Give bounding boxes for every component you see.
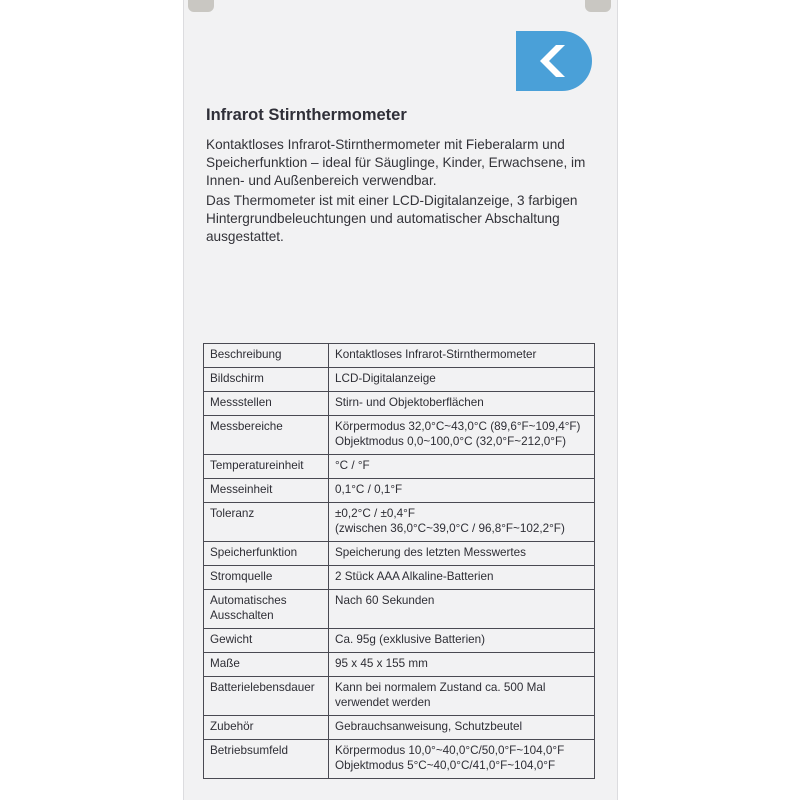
spec-row xyxy=(204,368,595,392)
spec-value xyxy=(329,653,595,677)
spec-label: Temperatureinheit xyxy=(204,455,329,479)
spec-row xyxy=(204,740,595,779)
spec-label: Batterielebensdauer xyxy=(204,677,329,716)
spec-table xyxy=(203,343,595,779)
spec-value-line: Objektmodus 0,0~100,0°C (32,0°F~212,0°F) xyxy=(335,435,567,448)
spec-row xyxy=(204,416,595,455)
spec-value-line: Objektmodus 5°C~40,0°C/41,0°F~104,0°F xyxy=(335,759,556,772)
spec-value-line: verwendet werden xyxy=(335,696,431,709)
spec-label: Zubehör xyxy=(204,716,329,740)
box-flap-right xyxy=(585,0,611,12)
spec-row xyxy=(204,479,595,503)
spec-row xyxy=(204,716,595,740)
spec-label: Betriebsumfeld xyxy=(204,740,329,779)
spec-value xyxy=(329,344,595,368)
spec-value xyxy=(329,740,595,779)
spec-value xyxy=(329,629,595,653)
box-flap-left xyxy=(188,0,214,12)
spec-value xyxy=(329,566,595,590)
spec-row xyxy=(204,677,595,716)
spec-value-line: LCD-Digitalanzeige xyxy=(335,372,436,385)
spec-row xyxy=(204,344,595,368)
spec-value-line: Körpermodus 32,0°C~43,0°C (89,6°F~109,4°F) xyxy=(335,420,581,433)
spec-value-line: ±0,2°C / ±0,4°F xyxy=(335,507,415,520)
spec-row xyxy=(204,455,595,479)
spec-value-line: Körpermodus 10,0°~40,0°C/50,0°F~104,0°F xyxy=(335,744,565,757)
spec-value xyxy=(329,416,595,455)
spec-value-line: 0,1°C / 0,1°F xyxy=(335,483,403,496)
spec-row xyxy=(204,542,595,566)
spec-value-line: (zwischen 36,0°C~39,0°C / 96,8°F~102,2°F) xyxy=(335,522,565,535)
spec-value-line: Speicherung des letzten Messwertes xyxy=(335,546,526,559)
spec-row xyxy=(204,653,595,677)
spec-value-line: Gebrauchsanweisung, Schutzbeutel xyxy=(335,720,523,733)
spec-row xyxy=(204,392,595,416)
spec-row xyxy=(204,590,595,629)
spec-label: Speicherfunktion xyxy=(204,542,329,566)
spec-label: Toleranz xyxy=(204,503,329,542)
description-paragraph-2: Das Thermometer ist mit einer LCD-Digitalanzeige, 3 farbigen Hintergrundbeleuchtungen und automatischer Abschaltung ausgestattet. xyxy=(206,193,578,244)
spec-label: Messbereiche xyxy=(204,416,329,455)
brand-logo xyxy=(516,31,592,91)
spec-value-line: Ca. 95g (exklusive Batterien) xyxy=(335,633,486,646)
spec-label: Beschreibung xyxy=(204,344,329,368)
spec-value-line: 2 Stück AAA Alkaline-Batterien xyxy=(335,570,494,583)
spec-label: Gewicht xyxy=(204,629,329,653)
spec-label: Messstellen xyxy=(204,392,329,416)
spec-value xyxy=(329,503,595,542)
spec-value xyxy=(329,590,595,629)
spec-row xyxy=(204,566,595,590)
spec-value xyxy=(329,716,595,740)
spec-row xyxy=(204,629,595,653)
spec-value xyxy=(329,677,595,716)
spec-value xyxy=(329,479,595,503)
product-title: Infrarot Stirnthermometer xyxy=(206,106,407,124)
spec-value xyxy=(329,368,595,392)
spec-value-line: Stirn- und Objektoberflächen xyxy=(335,396,484,409)
spec-label: Messeinheit xyxy=(204,479,329,503)
spec-value-line: 95 x 45 x 155 mm xyxy=(335,657,428,670)
description-paragraph-1: Kontaktloses Infrarot-Stirnthermometer mit Fieberalarm und Speicherfunktion – ideal für Säuglinge, Kinder, Erwachsene, im Innen- und Außenbereich verwendbar. xyxy=(206,137,586,188)
spec-value xyxy=(329,455,595,479)
spec-value-line: °C / °F xyxy=(335,459,370,472)
spec-value-line: Kontaktloses Infrarot-Stirnthermometer xyxy=(335,348,537,361)
spec-label: Automatisches Ausschalten xyxy=(204,590,329,629)
chevron-left-icon xyxy=(534,43,570,79)
spec-value-line: Kann bei normalem Zustand ca. 500 Mal xyxy=(335,681,546,694)
spec-row xyxy=(204,503,595,542)
spec-value-line: Nach 60 Sekunden xyxy=(335,594,435,607)
spec-label: Maße xyxy=(204,653,329,677)
spec-label: Stromquelle xyxy=(204,566,329,590)
spec-value xyxy=(329,392,595,416)
spec-label: Bildschirm xyxy=(204,368,329,392)
spec-value xyxy=(329,542,595,566)
